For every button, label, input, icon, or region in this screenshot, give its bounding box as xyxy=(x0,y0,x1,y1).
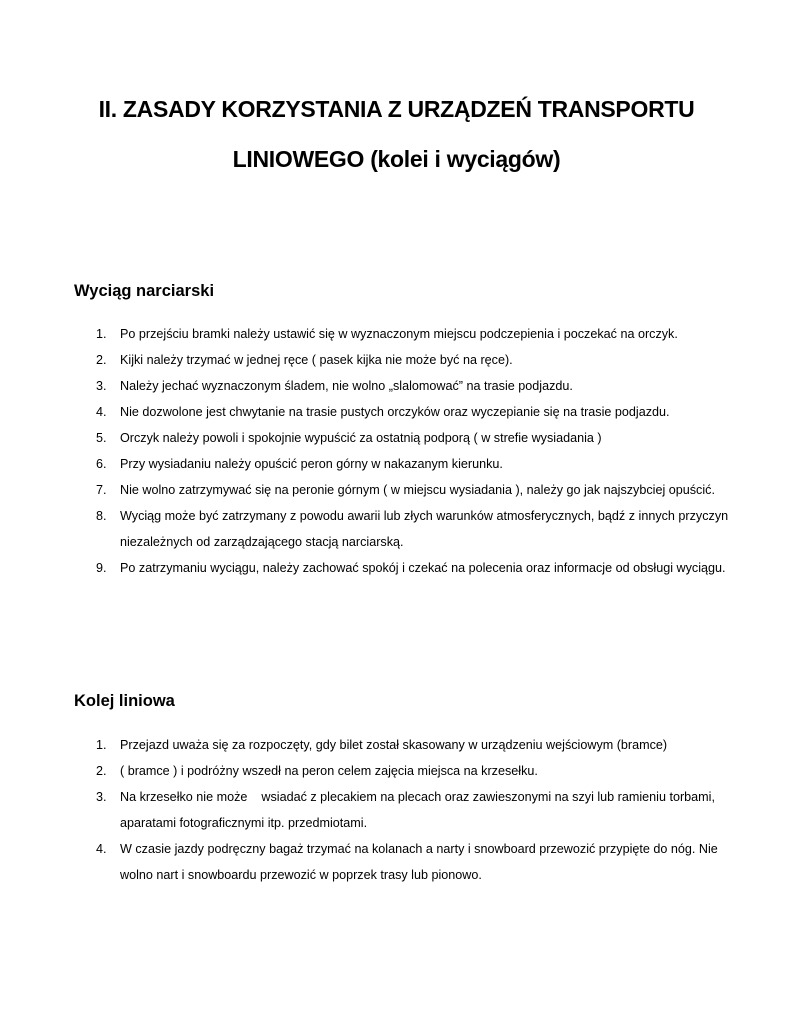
section-heading-ski-lift: Wyciąg narciarski xyxy=(74,282,215,300)
list-item xyxy=(0,373,793,399)
list-item-number: 1. xyxy=(96,738,107,752)
list-item xyxy=(0,477,793,503)
list-item xyxy=(0,784,793,836)
list-item-text: Wyciąg może być zatrzymany z powodu awarii lub złych warunków atmosferycznych, bądź z innych przyczyn niezależnych od zarządzającego stacją narciarską. xyxy=(120,509,732,549)
list-item-text: W czasie jazdy podręczny bagaż trzymać na kolanach a narty i snowboard przewozić przypięte do nóg. Nie wolno nart i snowboardu przewozić w poprzek trasy lub pionowo. xyxy=(120,842,722,882)
list-item-number: 3. xyxy=(96,379,107,393)
document-title-line-2: LINIOWEGO (kolei i wyciągów) xyxy=(232,146,561,172)
list-item xyxy=(0,836,793,888)
ski-lift-rules-list xyxy=(0,321,793,581)
document-title-line-1: II. ZASADY KORZYSTANIA Z URZĄDZEŃ TRANSPORTU xyxy=(98,96,695,122)
list-item-number: 3. xyxy=(96,790,107,804)
section-heading-chairlift: Kolej liniowa xyxy=(74,692,175,710)
list-item-number: 7. xyxy=(96,483,107,497)
list-item xyxy=(0,732,793,758)
list-item-text: Orczyk należy powoli i spokojnie wypuścić za ostatnią podporą ( w strefie wysiadania ) xyxy=(120,431,602,445)
list-item-text: Przejazd uważa się za rozpoczęty, gdy bilet został skasowany w urządzeniu wejściowym (bramce) xyxy=(120,738,668,752)
list-item-number: 8. xyxy=(96,509,107,523)
list-item xyxy=(0,503,793,555)
list-item xyxy=(0,425,793,451)
list-item-text: Po przejściu bramki należy ustawić się w wyznaczonym miejscu podczepienia i poczekać na orczyk. xyxy=(120,327,678,341)
list-item-number: 2. xyxy=(96,353,107,367)
list-item-text: Na krzesełko nie może wsiadać z plecakiem na plecach oraz zawieszonymi na szyi lub ramieniu torbami, aparatami fotograficznymi itp. przedmiotami. xyxy=(120,790,719,830)
list-item xyxy=(0,555,793,581)
list-item-number: 5. xyxy=(96,431,107,445)
list-item-text: ( bramce ) i podróżny wszedł na peron celem zajęcia miejsca na krzesełku. xyxy=(120,764,538,778)
list-item xyxy=(0,347,793,373)
list-item-number: 4. xyxy=(96,405,107,419)
chairlift-rules-list xyxy=(0,732,793,888)
list-item xyxy=(0,321,793,347)
list-item-number: 1. xyxy=(96,327,107,341)
list-item xyxy=(0,758,793,784)
list-item-text: Nie dozwolone jest chwytanie na trasie pustych orczyków oraz wyczepianie się na trasie podjazdu. xyxy=(120,405,670,419)
list-item-number: 9. xyxy=(96,561,107,575)
list-item-text: Nie wolno zatrzymywać się na peronie górnym ( w miejscu wysiadania ), należy go jak najszybciej opuścić. xyxy=(120,483,715,497)
list-item-number: 4. xyxy=(96,842,107,856)
list-item-text: Kijki należy trzymać w jednej ręce ( pasek kijka nie może być na ręce). xyxy=(120,353,513,367)
list-item-text: Należy jechać wyznaczonym śladem, nie wolno „slalomować” na trasie podjazdu. xyxy=(120,379,573,393)
list-item-text: Przy wysiadaniu należy opuścić peron górny w nakazanym kierunku. xyxy=(120,457,503,471)
list-item-text: Po zatrzymaniu wyciągu, należy zachować spokój i czekać na polecenia oraz informacje od obsługi wyciągu. xyxy=(120,561,726,575)
list-item xyxy=(0,451,793,477)
list-item-number: 2. xyxy=(96,764,107,778)
list-item-number: 6. xyxy=(96,457,107,471)
list-item xyxy=(0,399,793,425)
